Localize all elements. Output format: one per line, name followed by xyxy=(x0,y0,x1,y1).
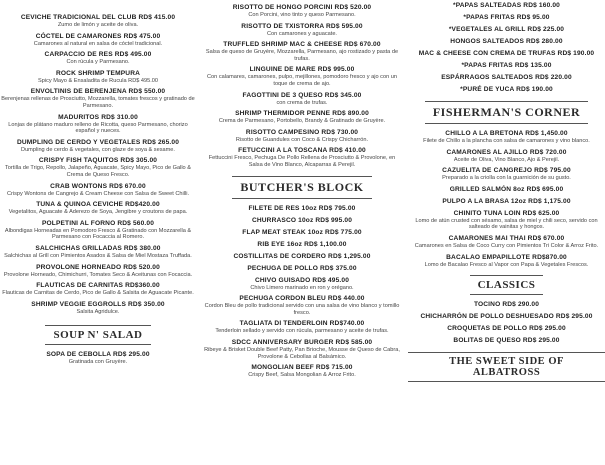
menu-item xyxy=(0,157,196,178)
menu-item xyxy=(408,26,605,34)
menu-item-name: MADURITOS RD$ 310.00 xyxy=(58,113,138,121)
menu-item-name: *PAPAS FRITAS RD$ 95.00 xyxy=(463,14,550,21)
menu-item xyxy=(204,217,400,225)
menu-item-name: PROVOLONE HORNEADO RD$ 520.00 xyxy=(36,263,160,271)
menu-item-name: FLAUTICAS DE CARNITAS RD$360.00 xyxy=(36,282,160,290)
menu-item-name: HONGOS SALTEADOS RD$ 280.00 xyxy=(450,38,563,45)
menu-item-name: RISOTTO DE HONGO PORCINI RD$ 520.00 xyxy=(232,4,372,11)
menu-item xyxy=(408,210,605,231)
menu-item-description: Camarones al natural en salsa de cóctel tradicional. xyxy=(33,40,163,47)
menu-item xyxy=(0,14,196,29)
menu-item-name: CAMARONES AL AJILLO RD$ 720.00 xyxy=(446,148,567,156)
menu-item-name: PECHUGA CORDON BLEU RD$ 440.00 xyxy=(239,295,365,303)
menu-item-name: BOLITAS DE QUESO RD$ 295.00 xyxy=(453,337,560,345)
menu-item-name: COSTILLITAS DE CORDERO RD$ 1,295.00 xyxy=(233,252,371,260)
menu-item-name: CHIVO GUISADO RD$ 495.00 xyxy=(254,276,350,284)
menu-item-name: TAGLIATA DI TENDERLOIN RD$740.00 xyxy=(239,320,365,328)
menu-item xyxy=(408,38,605,46)
menu-item xyxy=(204,4,400,19)
menu-item-name: SALCHICHAS GRILLADAS RD$ 380.00 xyxy=(35,244,161,252)
menu-item xyxy=(204,66,400,87)
menu-item xyxy=(408,74,605,82)
menu-column-3 xyxy=(408,0,605,465)
menu-item xyxy=(204,265,400,273)
menu-item-name: TOCINO RD$ 290.00 xyxy=(473,301,540,309)
menu-item xyxy=(408,130,605,145)
menu-item xyxy=(204,320,400,335)
menu-item-name: CAMARONES MAI THAI RD$ 670.00 xyxy=(448,234,565,242)
menu-item-description: Lonjas de plátano maduro relleno de Ricotta, queso Parmesano, chorizo español y nueces. xyxy=(8,121,188,135)
menu-item xyxy=(408,325,605,333)
menu-item xyxy=(204,110,400,125)
menu-item-name: MAC & CHEESE CON CREMA DE TRUFAS RD$ 190.00 xyxy=(418,50,595,57)
menu-item-description: Camarones en Salsa de Coco Curry con Pimientos Tri Color & Arroz Frito. xyxy=(414,242,599,249)
pasta-risotto-list xyxy=(204,4,400,169)
menu-item-description: Tenderloin sellado y servido con rúcula, parmesano y aceite de trufas. xyxy=(215,328,389,335)
menu-item-description: Crema de Parmesano, Portobello, Brandy & Gratinado de Gruyère. xyxy=(218,118,386,125)
menu-item xyxy=(204,229,400,237)
menu-item xyxy=(204,277,400,292)
menu-item xyxy=(0,301,196,316)
menu-item-name: TRUFFLED SHRIMP MAC & CHEESE RD$ 670.00 xyxy=(223,41,381,49)
menu-item-name: RISOTTO CAMPESINO RD$ 730.00 xyxy=(245,128,359,136)
menu-item-name: RISOTTO DE TXISTORRA RD$ 595.00 xyxy=(241,22,363,30)
menu-item-name: CRAB WONTONS RD$ 670.00 xyxy=(50,182,146,190)
menu-item-description: Risotto de Guandules con Coco & Crispy Chicharrón. xyxy=(235,136,369,143)
menu-item xyxy=(204,147,400,168)
menu-item-description: Flauticas de Carnitas de Cerdo, Pico de Gallo & Salsita de Aguacate Picante. xyxy=(2,290,194,297)
menu-item xyxy=(0,351,196,366)
menu-item xyxy=(204,23,400,38)
menu-item-description: con crema de trufas. xyxy=(276,99,328,106)
menu-item-description: Salchichas al Grill con Pimientos Asados & Salsa de Miel Mostaza Truffada. xyxy=(4,252,192,259)
menu-item xyxy=(408,198,605,206)
menu-item-name: CHICHARRÓN DE POLLO DESHUESADO RD$ 295.00 xyxy=(420,313,593,321)
menu-item-name: CHURRASCO 10oz RD$ 995.00 xyxy=(251,216,353,224)
menu-item-name: CRISPY FISH TAQUITOS RD$ 305.00 xyxy=(38,157,158,165)
menu-item-description: Con calamares, camarones, pulpo, mejillones, pomodoro fresco y ajo con un toque de crema de ajo. xyxy=(207,74,397,87)
menu-item xyxy=(408,337,605,345)
menu-item-name: *PURÉ DE YUCA RD$ 190.00 xyxy=(460,86,553,93)
menu-item xyxy=(0,70,196,85)
menu-item-description: Aceite de Oliva, Vino Blanco, Ajo & Perejil. xyxy=(453,156,560,163)
menu-item-description: Dumpling de cerdo & vegetales, con glaze de soya & sesame. xyxy=(21,146,175,153)
menu-item-name: RIB EYE 16oz RD$ 1,100.00 xyxy=(257,240,347,248)
menu-item-name: POLPETINI AL FORNO RD$ 560.00 xyxy=(41,219,155,227)
menu-item-description: Albondigas Horneadas en Pomodoro Fresco & Gratinado con Mozzarella & Parmesano con Focaccia al Romero. xyxy=(4,227,192,241)
menu-item xyxy=(408,86,605,94)
menu-item xyxy=(408,186,605,194)
menu-item xyxy=(408,313,605,321)
menu-item xyxy=(0,139,196,154)
menu-item-description: Ribeye & Brisket Double Beef Patty, Pan Brioche, Mousse de Queso de Cabra, Provolone & Cebollas al Balsámico. xyxy=(204,346,400,360)
menu-item-description: Crispy Wontons de Cangrejo & Cream Cheese con Salsa de Sweet Chilli. xyxy=(6,190,190,197)
menu-item-name: TUNA & QUINOA CEVICHE RD$420.00 xyxy=(36,201,160,209)
menu-item xyxy=(408,254,605,269)
menu-column-1 xyxy=(0,0,196,465)
menu-item xyxy=(204,92,400,107)
menu-item-name: SDCC ANNIVERSARY BURGER RD$ 585.00 xyxy=(231,338,373,346)
menu-item-description: Lomo de atún crusted con sésamo, salsa de miel y chili seco, servido con salteado de vainitas y hongos. xyxy=(415,217,598,231)
menu-item-name: ESPÁRRAGOS SALTEADOS RD$ 220.00 xyxy=(441,74,572,81)
menu-item-description: Berenjenas rellenas de Prosciutto, Mozzarella, tomates frescos y gratinado de Parmesano. xyxy=(1,96,195,109)
menu-item-description: Spicy Mayo & Ensaladita de Rucula RD$ 495.00 xyxy=(37,77,159,84)
soup-salad-list xyxy=(0,351,196,366)
menu-item-name: CHILLO A LA BRETONA RD$ 1,450.00 xyxy=(445,130,568,137)
menu-item-name: CAZUELITA DE CANGREJO RD$ 795.00 xyxy=(442,167,571,175)
menu-item-name: GRILLED SALMÓN 8oz RD$ 695.00 xyxy=(449,185,564,193)
menu-item-name: CHINITO TUNA LOIN RD$ 625.00 xyxy=(453,209,560,217)
menu-item-description: Zumo de limón y aceite de oliva. xyxy=(57,22,139,28)
menu-item xyxy=(408,167,605,182)
menu-item-name: CÓCTEL DE CAMARONES RD$ 475.00 xyxy=(35,32,161,40)
menu-item xyxy=(408,50,605,58)
menu-item-name: CEVICHE TRADICIONAL DEL CLUB RD$ 415.00 xyxy=(20,14,176,21)
appetizers-list xyxy=(0,14,196,315)
menu-item-name: BACALAO EMPAPILLOTE RD$870.00 xyxy=(446,253,567,261)
menu-item-description: Salsita Agridulce. xyxy=(76,308,120,315)
menu-item-name: SHRIMP THERMIDOR PENNE RD$ 890.00 xyxy=(235,110,369,118)
menu-item xyxy=(204,41,400,62)
menu-item-description: Crispy Beef, Salsa Mongolian & Arroz Frito. xyxy=(248,372,356,379)
menu-item xyxy=(408,2,605,10)
menu-item xyxy=(0,201,196,216)
menu-item xyxy=(204,253,400,261)
menu-item xyxy=(0,245,196,260)
menu-item-description: Preparado a la criolla con la guarnición de su gusto. xyxy=(442,175,571,182)
menu-item xyxy=(0,88,196,109)
menu-item-description: Con Porcini, vino tinto y queso Parmesano. xyxy=(248,12,356,18)
menu-item-description: Vegetalitos, Aguacate & Aderezo de Soya, Jengibre y croutons de papa. xyxy=(8,209,188,216)
classics-banner: CLASSICS xyxy=(470,275,544,295)
menu-item-name: MONGOLIAN BEEF RD$ 715.00 xyxy=(251,364,353,372)
sides-list xyxy=(408,2,605,94)
menu-item-name: SOPA DE CEBOLLA RD$ 295.00 xyxy=(46,351,150,359)
menu-item-name: FAGOTTINI DE 3 QUESO RD$ 345.00 xyxy=(242,91,362,99)
menu-item-description: Fettuccini Fresco, Pechuga De Pollo Rellena de Prosciutto & Provolone, en Salsa de Vino Blanco, Alcaparras & Perejil. xyxy=(208,155,396,168)
butchers-block-list xyxy=(204,205,400,379)
menu-item xyxy=(0,114,196,135)
menu-item-description: Chivo Limero marinado en ron y orégano. xyxy=(250,284,354,291)
menu-item-description: Lomo de Bacalao Fresco al Vapor con Papa & Vegetales Frescos. xyxy=(424,261,589,268)
menu-item-name: *PAPAS FRITAS RD$ 135.00 xyxy=(461,62,552,69)
menu-item xyxy=(204,364,400,379)
menu-item-description: Filete de Chillo a la plancha con salsa de camarones y vino blanco. xyxy=(423,138,590,144)
menu-item xyxy=(0,183,196,198)
soup-salad-banner: SOUP N' SALAD xyxy=(45,325,150,345)
menu-item-name: *VEGETALES AL GRILL RD$ 225.00 xyxy=(448,26,565,33)
menu-item xyxy=(0,264,196,279)
menu-item xyxy=(204,295,400,316)
menu-item-name: SHRIMP VEGGIE EGGROLLS RD$ 350.00 xyxy=(31,300,165,308)
menu-item xyxy=(408,149,605,164)
menu-item-name: LINGUINE DE MARE RD$ 995.00 xyxy=(249,66,355,74)
menu-item xyxy=(204,339,400,360)
menu-item-name: FILETE DE RES 10oz RD$ 795.00 xyxy=(248,204,356,212)
menu-item-description: Tortilla de Trigo, Repollo, Jalapeño, Aguacate, Spicy Mayo, Pico de Gallo & Crema de Queso Fresco. xyxy=(5,165,191,178)
menu-item xyxy=(408,235,605,250)
menu-item xyxy=(408,301,605,309)
menu-item-name: CARPACCIO DE RES RD$ 495.00 xyxy=(44,51,152,59)
menu-item-description: Provolone Horneado, Chimichurri, Tomates Seco & Aceitunas con Focaccia. xyxy=(3,271,193,278)
sweet-side-banner: THE SWEET SIDE OF ALBATROSS xyxy=(408,352,605,382)
menu-item xyxy=(204,241,400,249)
menu-column-2 xyxy=(204,0,400,465)
menu-item xyxy=(204,205,400,213)
menu-item-name: ROCK SHRIMP TEMPURA xyxy=(55,69,141,77)
menu-item xyxy=(408,14,605,22)
menu-item-name: PECHUGA DE POLLO RD$ 375.00 xyxy=(247,264,357,272)
menu-item-description: Con camarones y aguacate. xyxy=(267,30,337,37)
menu-item-name: CROQUETAS DE POLLO RD$ 295.00 xyxy=(447,325,566,333)
menu-item-name: DUMPLING DE CERDO Y VEGETALES RD$ 265.00 xyxy=(16,138,180,146)
menu-item xyxy=(0,220,196,241)
menu-item-description: Cordon Bleu de pollo tradicional servido con una salsa de vino blanco y tomillo fresco. xyxy=(204,303,400,316)
menu-item xyxy=(204,129,400,144)
menu-item xyxy=(408,62,605,70)
menu-item-name: FLAP MEAT STEAK 10oz RD$ 775.00 xyxy=(242,228,362,236)
fishermans-corner-list xyxy=(408,130,605,268)
menu-item xyxy=(0,282,196,297)
menu-item-description: Salsa de queso de Gruyère, Mozzarella, Parmesano, ajo rostizado y pasta de trufas. xyxy=(205,49,399,62)
menu-item-name: ENVOLTINIS DE BERENJENA RD$ 550.00 xyxy=(30,88,166,96)
classics-list xyxy=(408,301,605,345)
menu-item xyxy=(0,33,196,48)
menu-item-description: Gratinada con Gruyère. xyxy=(68,359,128,366)
fishermans-corner-banner: FISHERMAN'S CORNER xyxy=(425,101,588,124)
menu-item xyxy=(0,51,196,66)
menu-item-name: FETUCCINI A LA TOSCANA RD$ 410.00 xyxy=(238,147,366,155)
menu-item-name: *PAPAS SALTEADAS RD$ 160.00 xyxy=(452,2,560,9)
menu-item-name: PULPO A LA BRASA 12oz RD$ 1,175.00 xyxy=(442,197,571,205)
butchers-block-banner: BUTCHER'S BLOCK xyxy=(232,176,371,199)
menu-item-description: Con rúcula y Parmesano. xyxy=(66,59,130,66)
